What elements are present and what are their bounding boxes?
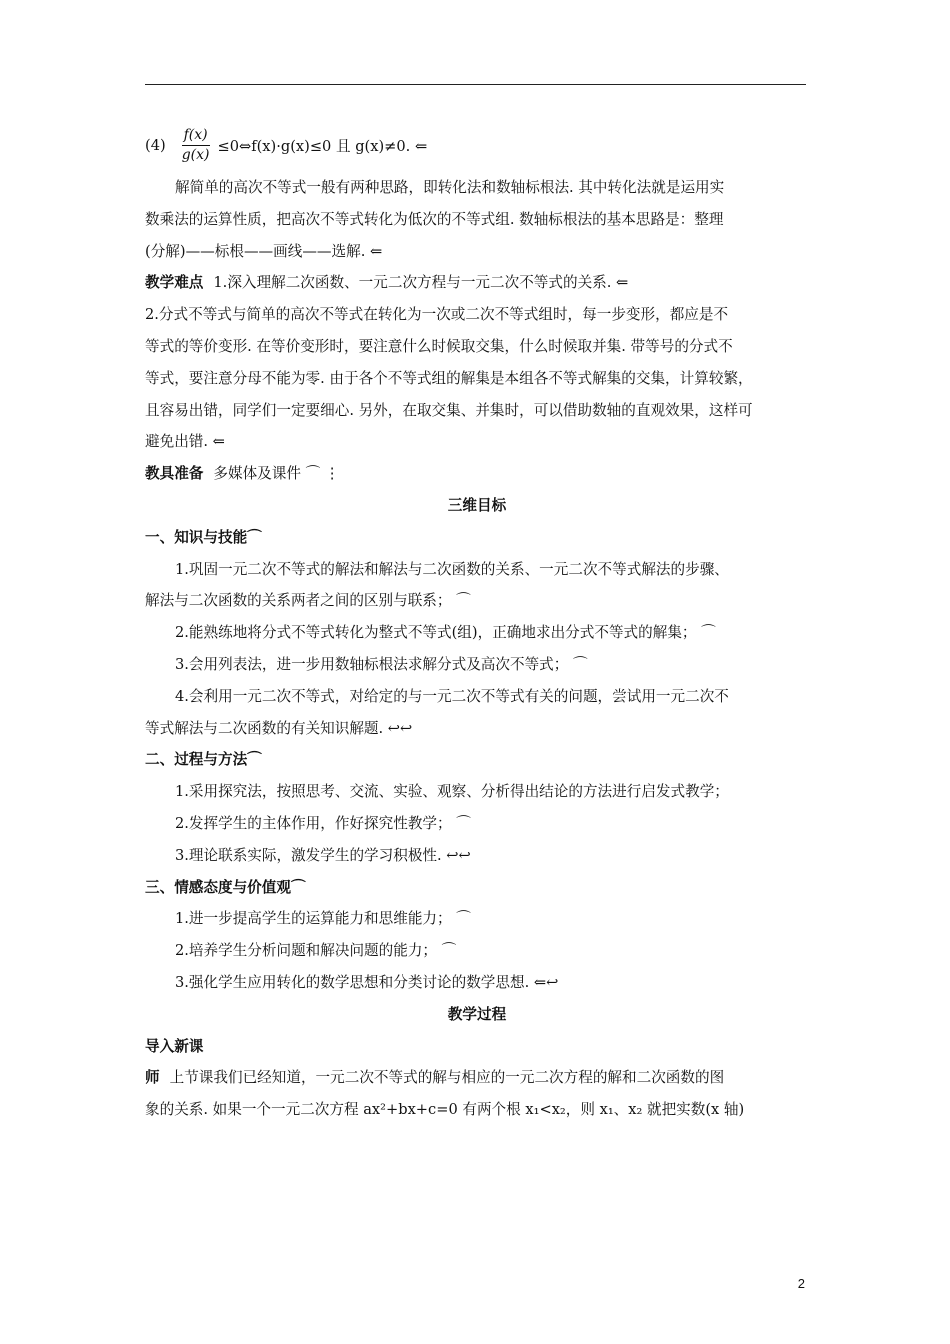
list-item: 2.能熟练地将分式不等式转化为整式不等式(组)，正确地求出分式不等式的解集； ⌒ <box>175 624 716 642</box>
list-item: 2.培养学生分析问题和解决问题的能力； ⌒ <box>175 942 457 960</box>
formula-4 <box>145 118 809 172</box>
list-item: 2.发挥学生的主体作用，作好探究性教学； ⌒ <box>175 814 471 832</box>
goals-title: 三维目标 <box>447 496 507 514</box>
header-rule <box>145 84 806 85</box>
list-item: 3.强化学生应用转化的数学思想和分类讨论的数学思想. ⇐↩ <box>175 973 559 991</box>
list-item: 1.进一步提高学生的运算能力和思维能力； ⌒ <box>175 910 471 928</box>
paragraph-line: 2.分式不等式与简单的高次不等式在转化为一次或二次不等式组时，每一步变形，都应是不 <box>145 306 729 324</box>
teacher-text: 上节课我们已经知道，一元二次不等式的解与相应的一元二次方程的解和二次函数的图 <box>169 1069 725 1087</box>
paragraph-line: 数乘法的运算性质，把高次不等式转化为低次的不等式组. 数轴标根法的基本思路是：整理 <box>145 210 724 228</box>
list-item: 3.会用列表法，进一步用数轴标根法求解分式及高次不等式； ⌒ <box>175 655 588 673</box>
paragraph-line: (分解)——标根——画线——选解. ⇐ <box>145 242 383 260</box>
fraction-numerator: f(x) <box>182 127 210 146</box>
teacher-line <box>145 1062 809 1094</box>
list-item: 1.采用探究法，按照思考、交流、实验、观察、分析得出结论的方法进行启发式教学； <box>175 783 729 801</box>
document-body <box>145 118 809 1126</box>
paragraph-line: 等式，要注意分母不能为零. 由于各个不等式组的解集是本组各不等式解集的交集，计算较繁， <box>145 369 753 387</box>
difficulty-first: 1.深入理解二次函数、一元二次方程与一元二次不等式的关系. ⇐ <box>213 274 629 292</box>
paragraph-line: 避免出错. ⇐ <box>145 433 225 451</box>
difficulty-label: 教学难点 <box>145 274 204 292</box>
section-title: 二、过程与方法⌒ <box>145 751 262 769</box>
page-number: 2 <box>797 1276 805 1291</box>
teacher-label: 师 <box>145 1069 160 1087</box>
list-item: 3.理论联系实际，激发学生的学习积极性. ↩↩ <box>175 846 471 864</box>
process-title: 教学过程 <box>447 1005 507 1023</box>
paragraph-line: 且容易出错，同学们一定要细心. 另外，在取交集、并集时，可以借助数轴的直观效果，这样可 <box>145 401 753 419</box>
fraction <box>180 127 212 164</box>
section-title: 三、情感态度与价值观⌒ <box>145 878 306 896</box>
formula-rest: ≤0⇔f(x)·g(x)≤0 且 g(x)≠0. ⇐ <box>217 137 428 155</box>
fraction-denominator: g(x) <box>181 146 210 163</box>
equipment-text: 多媒体及课件 ⌒ ⋮ <box>213 465 340 483</box>
list-item: 1.巩固一元二次不等式的解法和解法与二次函数的关系、一元二次不等式解法的步骤、 <box>175 560 729 578</box>
intro-title: 导入新课 <box>145 1037 204 1055</box>
paragraph-line: 等式的等价变形. 在等价变形时，要注意什么时候取交集，什么时候取并集. 带等号的分式不 <box>145 337 733 355</box>
list-item: 解法与二次函数的关系两者之间的区别与联系； ⌒ <box>145 592 471 610</box>
equipment-line <box>145 458 809 490</box>
section-title: 一、知识与技能⌒ <box>145 528 262 546</box>
equipment-label: 教具准备 <box>145 465 204 483</box>
paragraph-line: 解简单的高次不等式一般有两种思路，即转化法和数轴标根法. 其中转化法就是运用实 <box>175 179 725 196</box>
list-item: 等式解法与二次函数的有关知识解题. ↩↩ <box>145 719 413 737</box>
difficulty-line <box>145 267 809 299</box>
formula-index: (4) <box>145 136 166 154</box>
paragraph-line: 象的关系. 如果一个一元二次方程 ax²+bx+c=0 有两个根 x₁<x₂，则 x₁、x₂ 就把实数(x 轴) <box>145 1101 745 1119</box>
list-item: 4.会利用一元二次不等式，对给定的与一元二次不等式有关的问题，尝试用一元二次不 <box>175 687 729 705</box>
